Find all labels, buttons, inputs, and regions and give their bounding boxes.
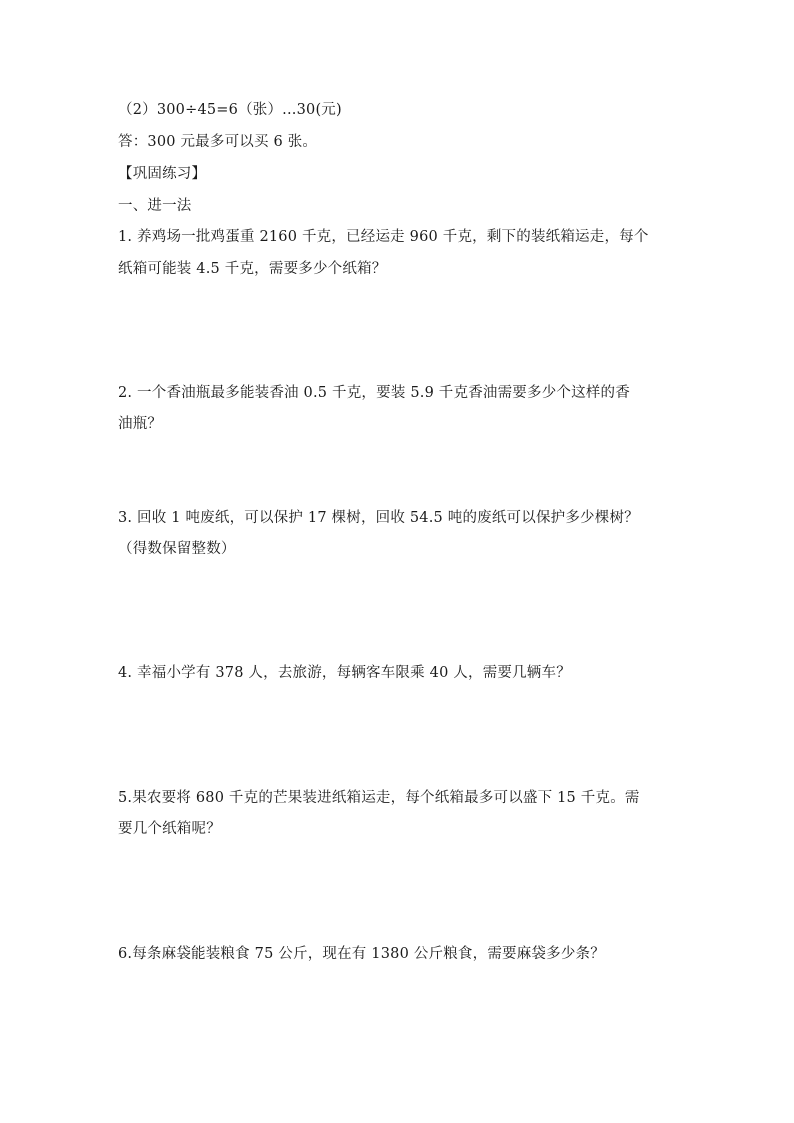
question-text-line: （得数保留整数） [118, 541, 236, 557]
question-text-line: 纸箱可能装 4.5 千克，需要多少个纸箱？ [118, 261, 387, 277]
question-text-line: 要几个纸箱呢？ [118, 821, 221, 837]
question-text-line: 5.果农要将 680 千克的芒果装进纸箱运走，每个纸箱最多可以盛下 15 千克。需 [118, 790, 640, 806]
question-text-line: 1. 养鸡场一批鸡蛋重 2160 千克，已经运走 960 千克，剩下的装纸箱运走，每个 [118, 229, 649, 245]
answer-line: 答：300 元最多可以买 6 张。 [118, 134, 318, 150]
question-text-line: 2. 一个香油瓶最多能装香油 0.5 千克，要装 5.9 千克香油需要多少个这样的香 [118, 385, 630, 401]
solution-line: （2）300÷45=6（张）...30(元) [118, 102, 342, 118]
question-text-line: 油瓶？ [118, 416, 163, 432]
question-text-line: 4. 幸福小学有 378 人，去旅游，每辆客车限乘 40 人，需要几辆车？ [118, 665, 571, 681]
question-text-line: 6.每条麻袋能装粮食 75 公斤，现在有 1380 公斤粮食，需要麻袋多少条？ [118, 946, 605, 962]
subsection-heading: 一、进一法 [118, 198, 192, 214]
section-heading: 【巩固练习】 [118, 166, 207, 182]
question-text-line: 3. 回收 1 吨废纸，可以保护 17 棵树，回收 54.5 吨的废纸可以保护多少棵树？ [118, 510, 639, 526]
